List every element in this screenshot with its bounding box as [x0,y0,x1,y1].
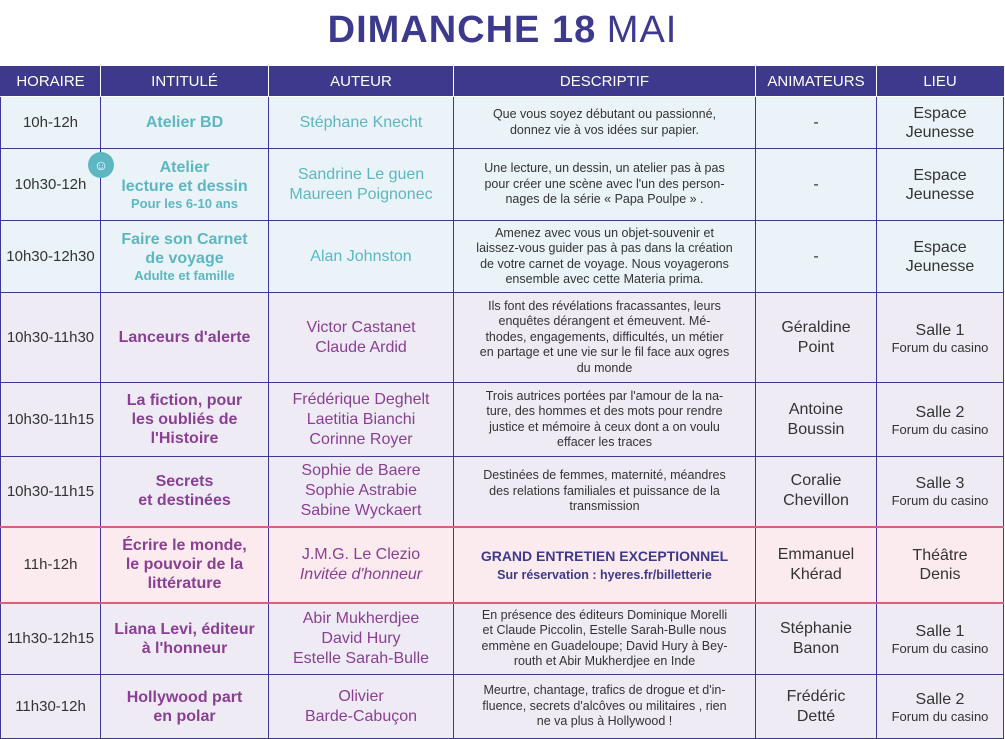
moderator-name: Chevillon [783,492,849,510]
event-title: à l'honneur [141,639,228,657]
author-name: Stéphane Knecht [299,113,423,131]
cell-horaire: 10h30-11h30 [1,293,101,383]
table-row [1,457,1004,527]
cell-animateurs [756,149,877,221]
author-name: J.M.G. Le Clezio [301,545,421,563]
description-line: Que vous soyez débutant ou passionné, [492,107,717,121]
event-title: en polar [153,707,216,725]
event-title: Hollywood part [126,688,243,706]
author-name: David Hury [321,629,401,647]
venue-name: Salle 1 [915,321,965,339]
venue-detail: Forum du casino [891,708,989,724]
author-name: Maureen Poignonec [289,185,433,203]
description-line: nages de la série « Papa Poulpe » . [505,192,704,207]
header-descriptif: DESCRIPTIF [454,66,756,97]
table-row [1,527,1004,603]
cell-descriptif [454,675,756,739]
event-audience: Pour les 6-10 ans [131,195,238,211]
author-name: Alan Johnston [310,247,412,265]
description-line: Destinées de femmes, maternité, méandres [483,468,726,482]
cell-auteur [269,149,454,221]
table-row [1,603,1004,675]
cell-auteur [269,383,454,457]
description-line: Trois autrices portées par l'amour de la na- [485,388,724,403]
venue-name: Salle 3 [915,475,965,493]
event-title: littérature [147,575,222,592]
table-row [1,383,1004,457]
cell-horaire: 10h30-11h15 [1,383,101,457]
cell-animateurs [756,457,877,527]
cell-lieu [877,221,1004,293]
venue-detail: Forum du casino [891,493,989,509]
description-line: en partage et une vie sur le fil face aux ogres [479,345,730,360]
cell-horaire: 10h-12h [1,97,101,149]
cell-auteur [269,457,454,527]
header-auteur: AUTEUR [269,66,454,97]
table-row [1,97,1004,149]
cell-intitule [101,221,269,293]
cell-descriptif [454,457,756,527]
description-line: routh et Abir Mukherdjee en Inde [513,654,696,669]
description-line: En présence des éditeurs Dominique Morelli [481,607,728,622]
cell-auteur [269,293,454,383]
cell-horaire: 11h30-12h15 [1,603,101,675]
table-row [1,675,1004,739]
header-animateurs: ANIMATEURS [756,66,877,97]
author-name: Laetitia Bianchi [306,410,416,428]
venue-name: Salle 1 [915,622,965,640]
event-title: Lanceurs d'alerte [118,329,251,346]
description-line: justice et mémoire à ceux dont a on voulu [489,419,720,434]
author-name: Barde-Cabuçon [304,707,418,725]
cell-auteur [269,603,454,675]
description-line: du monde [576,360,633,375]
cell-intitule [101,457,269,527]
cell-lieu [877,293,1004,383]
moderator-name: Géraldine [781,318,851,336]
cell-animateurs [756,675,877,739]
header-intitule: INTITULÉ [101,66,269,97]
cell-intitule [101,527,269,603]
description-line: des relations familiales et puissance de la [489,483,720,498]
moderator-name: Coralie [790,472,842,490]
cell-animateurs [756,603,877,675]
moderator-name: Antoine [788,400,844,418]
schedule-table [0,66,1004,739]
cell-descriptif [454,149,756,221]
venue-detail: Denis [919,565,961,583]
cell-animateurs [756,527,877,603]
cell-horaire: 11h30-12h [1,675,101,739]
cell-descriptif [454,527,756,603]
cell-lieu [877,383,1004,457]
cell-intitule [101,293,269,383]
author-honor-note: Invitée d'honneur [299,565,423,583]
event-title: l'Histoire [150,430,219,447]
event-title: de voyage [145,249,224,267]
table-row [1,221,1004,293]
author-name: Victor Castanet [306,318,416,336]
cell-auteur [269,221,454,293]
event-title: Atelier BD [145,114,224,131]
moderator-name: Stéphanie [779,619,853,637]
event-title: les oubliés de [131,411,238,428]
event-title: le pouvoir de la [125,556,244,573]
venue-detail: Jeunesse [905,257,975,275]
venue-detail: Forum du casino [891,421,989,437]
description-line: Meurtre, chantage, trafics de drogue et d'in- [483,683,726,698]
venue-detail: Forum du casino [891,640,989,656]
cell-intitule [101,675,269,739]
moderator-name: Banon [792,639,840,657]
description-line: fluence, secrets d'alcôves ou militaires , rien [482,698,727,713]
author-name: Sandrine Le guen [297,165,425,183]
description-line: donnez vie à vos idées sur papier. [509,122,699,137]
event-title: Écrire le monde, [122,537,247,554]
cell-animateurs [756,221,877,293]
venue-detail: Jeunesse [905,185,975,203]
moderator-name: - [813,175,819,193]
cell-intitule [101,603,269,675]
author-name: Claude Ardid [315,338,407,356]
description-line: de votre carnet de voyage. Nous voyagerons [480,256,729,271]
event-title: Atelier [159,158,210,176]
cell-lieu [877,603,1004,675]
cell-auteur [269,675,454,739]
event-audience: Adulte et famille [134,267,235,283]
moderator-name: Point [797,338,835,356]
description-line: ture, des hommes et des mots pour rendre [486,404,723,418]
moderator-name: - [813,247,819,265]
author-name: Sophie de Baere [301,462,421,480]
cell-auteur [269,97,454,149]
reservation-info: Sur réservation : hyeres.fr/billetterie [497,567,712,582]
cell-lieu [877,457,1004,527]
description-line: Amenez avec vous un objet-souvenir et [495,225,714,240]
table-row [1,293,1004,383]
description-line: laissez-vous guider pas à pas dans la création [476,241,733,255]
table-row [1,149,1004,221]
cell-horaire: 11h-12h [1,527,101,603]
event-title: Faire son Carnet [121,230,248,248]
cell-descriptif [454,293,756,383]
event-title: Liana Levi, éditeur [114,620,255,638]
event-title: Secrets [155,473,214,491]
event-title: La fiction, pour [126,392,243,409]
moderator-name: Emmanuel [777,545,855,563]
cell-lieu [877,675,1004,739]
event-title: lecture et dessin [121,177,248,195]
page-title-date: DIMANCHE 18 [327,9,597,51]
cell-horaire: 10h30-12h [1,149,101,221]
cell-descriptif [454,97,756,149]
venue-detail: Forum du casino [891,339,989,355]
child-figure-icon: ☺ [88,152,114,178]
cell-auteur [269,527,454,603]
description-line: et Claude Piccolin, Estelle Sarah-Bulle nous [482,623,727,638]
cell-lieu [877,149,1004,221]
cell-animateurs [756,293,877,383]
cell-intitule [101,149,269,221]
cell-intitule [101,383,269,457]
moderator-name: - [813,113,819,131]
author-name: Abir Mukherdjee [302,609,420,627]
cell-descriptif [454,603,756,675]
venue-name: Espace [913,166,967,184]
author-name: Estelle Sarah-Bulle [292,649,430,667]
author-name: Corinne Royer [309,430,413,448]
author-name: Olivier [338,687,384,705]
venue-name: Salle 2 [915,403,965,421]
header-row [1,66,1004,97]
cell-intitule [101,97,269,149]
description-line: emmène en Guadeloupe; David Hury à Bey- [481,638,728,653]
moderator-name: Boussin [787,420,845,438]
page-title-month: MAI [606,9,678,51]
header-lieu: LIEU [877,66,1004,97]
venue-name: Théâtre [912,546,968,564]
venue-name: Salle 2 [915,690,965,708]
description-line: ensemble avec cette Materia prima. [505,272,704,286]
event-title: et destinées [138,492,231,510]
description-line: enquêtes dérangent et émeuvent. Mé- [498,314,711,329]
author-name: Sophie Astrabie [304,482,418,500]
venue-name: Espace [913,238,967,256]
moderator-name: Frédéric [786,687,846,705]
cell-animateurs [756,97,877,149]
page-title [0,8,1005,52]
cell-horaire: 10h30-11h15 [1,457,101,527]
description-line: effacer les traces [557,435,652,449]
cell-descriptif [454,383,756,457]
header-horaire: HORAIRE [1,66,101,97]
moderator-name: Detté [796,707,836,725]
cell-lieu [877,97,1004,149]
cell-animateurs [756,383,877,457]
description-line: Une lecture, un dessin, un atelier pas à pas [484,161,725,176]
description-headline: GRAND ENTRETIEN EXCEPTIONNEL [480,547,729,564]
venue-detail: Jeunesse [905,123,975,141]
moderator-name: Khérad [790,565,842,583]
cell-descriptif [454,221,756,293]
author-name: Sabine Wyckaert [300,502,422,520]
description-line: thodes, engagements, difficultés, un métier [485,329,724,344]
author-name: Frédérique Deghelt [292,390,430,408]
description-line: pour créer une scène avec l'un des person- [484,176,725,191]
description-line: Ils font des révélations fracassantes, leurs [488,298,721,313]
description-line: ne va plus à Hollywood ! [536,714,673,729]
venue-name: Espace [913,104,967,122]
cell-lieu [877,527,1004,603]
description-line: transmission [569,499,640,513]
cell-horaire: 10h30-12h30 [1,221,101,293]
